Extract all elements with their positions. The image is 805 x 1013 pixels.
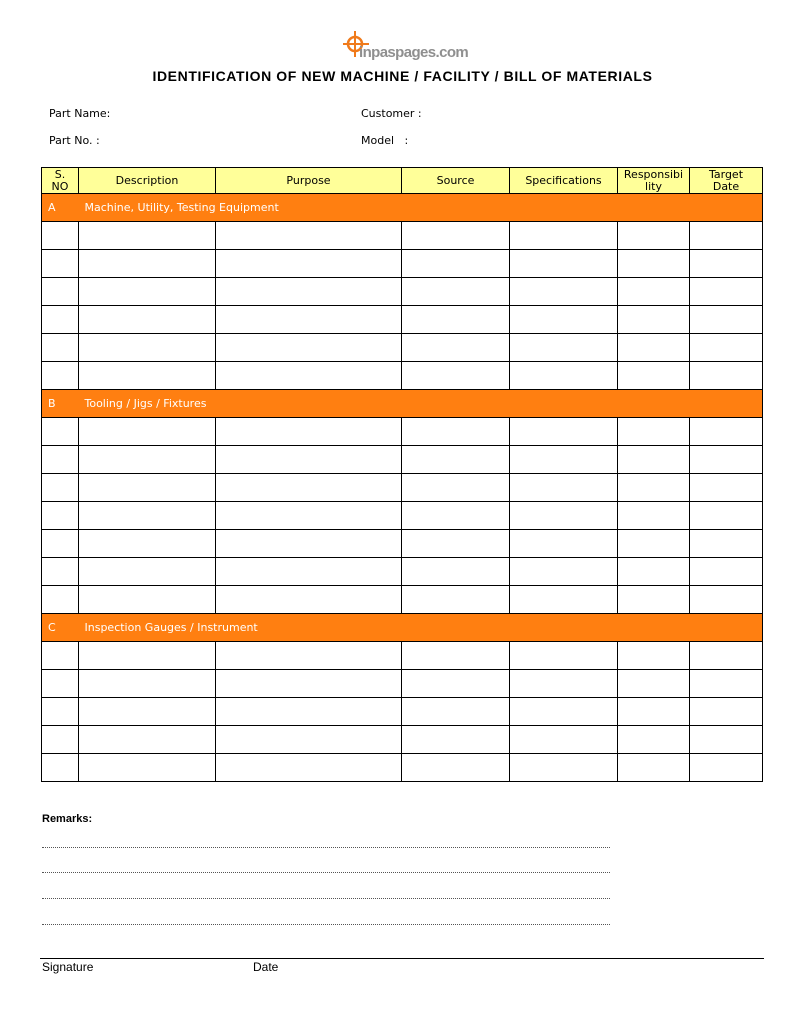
- customer-label: Customer :: [361, 107, 422, 120]
- table-cell[interactable]: [510, 306, 618, 334]
- table-cell[interactable]: [690, 474, 763, 502]
- table-cell[interactable]: [690, 222, 763, 250]
- table-cell[interactable]: [79, 698, 216, 726]
- table-row: [42, 726, 763, 754]
- table-cell[interactable]: [690, 278, 763, 306]
- table-cell[interactable]: [690, 418, 763, 446]
- table-cell[interactable]: [618, 362, 690, 390]
- table-cell[interactable]: [510, 530, 618, 558]
- table-cell[interactable]: [79, 306, 216, 334]
- table-cell[interactable]: [690, 250, 763, 278]
- table-cell[interactable]: [79, 502, 216, 530]
- table-cell[interactable]: [216, 446, 402, 474]
- table-cell[interactable]: [216, 698, 402, 726]
- section-row: [42, 390, 763, 418]
- table-cell[interactable]: [42, 278, 79, 306]
- table-cell[interactable]: [402, 754, 510, 782]
- table-cell[interactable]: [690, 530, 763, 558]
- table-cell[interactable]: [618, 558, 690, 586]
- header-target-date: Target Date: [690, 168, 763, 194]
- table-cell[interactable]: [690, 586, 763, 614]
- table-cell[interactable]: [216, 726, 402, 754]
- table-cell[interactable]: [510, 446, 618, 474]
- table-cell[interactable]: [402, 306, 510, 334]
- table-row: [42, 418, 763, 446]
- logo-text: inpaspages.com: [359, 44, 469, 61]
- table-cell[interactable]: [402, 726, 510, 754]
- table-cell[interactable]: [690, 446, 763, 474]
- table-cell[interactable]: [618, 222, 690, 250]
- table-cell[interactable]: [216, 334, 402, 362]
- section-title: Inspection Gauges / Instrument: [79, 614, 763, 642]
- table-cell[interactable]: [42, 362, 79, 390]
- table-cell[interactable]: [618, 530, 690, 558]
- table-row: [42, 222, 763, 250]
- table-row: [42, 306, 763, 334]
- header-sno: S. NO: [42, 168, 79, 194]
- table-cell[interactable]: [79, 670, 216, 698]
- table-cell[interactable]: [510, 754, 618, 782]
- remarks-line[interactable]: [42, 924, 610, 925]
- table-cell[interactable]: [216, 278, 402, 306]
- table-cell[interactable]: [216, 222, 402, 250]
- table-cell[interactable]: [79, 334, 216, 362]
- signature-divider: [40, 958, 764, 959]
- table-cell[interactable]: [402, 698, 510, 726]
- table-cell[interactable]: [42, 474, 79, 502]
- table-cell[interactable]: [216, 418, 402, 446]
- table-cell[interactable]: [216, 670, 402, 698]
- table-cell[interactable]: [42, 530, 79, 558]
- table-cell[interactable]: [402, 558, 510, 586]
- section-row: [42, 614, 763, 642]
- header-source: Source: [402, 168, 510, 194]
- table-cell[interactable]: [690, 502, 763, 530]
- table-cell[interactable]: [510, 474, 618, 502]
- table-cell[interactable]: [216, 502, 402, 530]
- table-cell[interactable]: [690, 642, 763, 670]
- table-row: [42, 530, 763, 558]
- table-cell[interactable]: [216, 250, 402, 278]
- part-name-label: Part Name:: [49, 107, 111, 120]
- table-cell[interactable]: [402, 586, 510, 614]
- table-cell[interactable]: [618, 446, 690, 474]
- section-code: C: [42, 614, 79, 642]
- table-cell[interactable]: [216, 362, 402, 390]
- table-cell[interactable]: [216, 530, 402, 558]
- table-cell[interactable]: [510, 334, 618, 362]
- table-cell[interactable]: [690, 670, 763, 698]
- logo: [343, 30, 473, 64]
- table-cell[interactable]: [42, 698, 79, 726]
- table-cell[interactable]: [79, 250, 216, 278]
- table-cell[interactable]: [690, 306, 763, 334]
- table-cell[interactable]: [402, 222, 510, 250]
- table-cell[interactable]: [618, 502, 690, 530]
- section-title: Tooling / Jigs / Fixtures: [79, 390, 763, 418]
- table-cell[interactable]: [402, 250, 510, 278]
- table-cell[interactable]: [618, 670, 690, 698]
- table-cell[interactable]: [79, 586, 216, 614]
- table-cell[interactable]: [402, 334, 510, 362]
- table-cell[interactable]: [618, 586, 690, 614]
- table-body: [42, 194, 763, 782]
- table-cell[interactable]: [510, 222, 618, 250]
- table-row: [42, 698, 763, 726]
- table-cell[interactable]: [618, 474, 690, 502]
- remarks-line[interactable]: [42, 898, 610, 899]
- table-cell[interactable]: [42, 586, 79, 614]
- table-cell[interactable]: [42, 754, 79, 782]
- part-no-label: Part No. :: [49, 134, 100, 147]
- table-cell[interactable]: [510, 250, 618, 278]
- header-description: Description: [79, 168, 216, 194]
- table-cell[interactable]: [42, 642, 79, 670]
- table-row: [42, 754, 763, 782]
- table-cell[interactable]: [690, 698, 763, 726]
- table-cell[interactable]: [42, 558, 79, 586]
- table-row: [42, 474, 763, 502]
- table-row: [42, 502, 763, 530]
- remarks-line[interactable]: [42, 872, 610, 873]
- table-row: [42, 670, 763, 698]
- table-cell[interactable]: [42, 306, 79, 334]
- header-responsibility: Responsibi lity: [618, 168, 690, 194]
- table-row: [42, 586, 763, 614]
- table-cell[interactable]: [42, 726, 79, 754]
- table-cell[interactable]: [618, 754, 690, 782]
- table-row: [42, 642, 763, 670]
- header-purpose: Purpose: [216, 168, 402, 194]
- table-cell[interactable]: [510, 642, 618, 670]
- table-cell[interactable]: [690, 754, 763, 782]
- table-cell[interactable]: [79, 558, 216, 586]
- table-header-row: [42, 168, 763, 194]
- table-cell[interactable]: [402, 278, 510, 306]
- table-cell[interactable]: [690, 334, 763, 362]
- signature-label: Signature: [42, 960, 94, 974]
- section-code: B: [42, 390, 79, 418]
- remarks-line[interactable]: [42, 847, 610, 848]
- table-row: [42, 446, 763, 474]
- table-cell[interactable]: [402, 642, 510, 670]
- table-cell[interactable]: [402, 530, 510, 558]
- date-label: Date: [253, 960, 279, 974]
- materials-table: [41, 167, 763, 782]
- model-label: Model :: [361, 134, 409, 147]
- table-cell[interactable]: [618, 726, 690, 754]
- remarks-label: Remarks:: [42, 813, 93, 825]
- table-cell[interactable]: [79, 222, 216, 250]
- table-cell[interactable]: [618, 642, 690, 670]
- table-cell[interactable]: [42, 670, 79, 698]
- table-cell[interactable]: [618, 418, 690, 446]
- table-cell[interactable]: [42, 446, 79, 474]
- table-cell[interactable]: [79, 726, 216, 754]
- table-cell[interactable]: [510, 586, 618, 614]
- table-cell[interactable]: [79, 418, 216, 446]
- table-cell[interactable]: [79, 642, 216, 670]
- table-cell[interactable]: [510, 670, 618, 698]
- table-cell[interactable]: [216, 586, 402, 614]
- table-cell[interactable]: [510, 418, 618, 446]
- table-cell[interactable]: [510, 362, 618, 390]
- table-cell[interactable]: [42, 418, 79, 446]
- section-code: A: [42, 194, 79, 222]
- table-cell[interactable]: [79, 362, 216, 390]
- table-cell[interactable]: [216, 558, 402, 586]
- table-cell[interactable]: [690, 362, 763, 390]
- table-cell[interactable]: [42, 222, 79, 250]
- table-cell[interactable]: [510, 502, 618, 530]
- table-cell[interactable]: [42, 502, 79, 530]
- table-cell[interactable]: [618, 306, 690, 334]
- table-row: [42, 362, 763, 390]
- table-cell[interactable]: [618, 334, 690, 362]
- table-cell[interactable]: [402, 670, 510, 698]
- table-cell[interactable]: [42, 250, 79, 278]
- table-cell[interactable]: [402, 502, 510, 530]
- table-row: [42, 250, 763, 278]
- table-row: [42, 278, 763, 306]
- table-cell[interactable]: [216, 306, 402, 334]
- page-title: IDENTIFICATION OF NEW MACHINE / FACILITY / BILL OF MATERIALS: [152, 68, 653, 84]
- table-cell[interactable]: [618, 698, 690, 726]
- table-cell[interactable]: [510, 698, 618, 726]
- table-cell[interactable]: [510, 558, 618, 586]
- table-cell[interactable]: [618, 250, 690, 278]
- table-cell[interactable]: [402, 446, 510, 474]
- table-cell[interactable]: [402, 474, 510, 502]
- section-row: [42, 194, 763, 222]
- table-cell[interactable]: [510, 726, 618, 754]
- table-cell[interactable]: [690, 558, 763, 586]
- header-specifications: Specifications: [510, 168, 618, 194]
- table-cell[interactable]: [510, 278, 618, 306]
- table-row: [42, 558, 763, 586]
- table-cell[interactable]: [79, 278, 216, 306]
- table-cell[interactable]: [79, 474, 216, 502]
- table-cell[interactable]: [618, 278, 690, 306]
- table-row: [42, 334, 763, 362]
- table-cell[interactable]: [79, 446, 216, 474]
- table-cell[interactable]: [42, 334, 79, 362]
- table-cell[interactable]: [79, 530, 216, 558]
- table-cell[interactable]: [216, 474, 402, 502]
- section-title: Machine, Utility, Testing Equipment: [79, 194, 763, 222]
- table-cell[interactable]: [402, 362, 510, 390]
- table-cell[interactable]: [216, 642, 402, 670]
- table-cell[interactable]: [402, 418, 510, 446]
- table-cell[interactable]: [79, 754, 216, 782]
- table-cell[interactable]: [216, 754, 402, 782]
- table-cell[interactable]: [690, 726, 763, 754]
